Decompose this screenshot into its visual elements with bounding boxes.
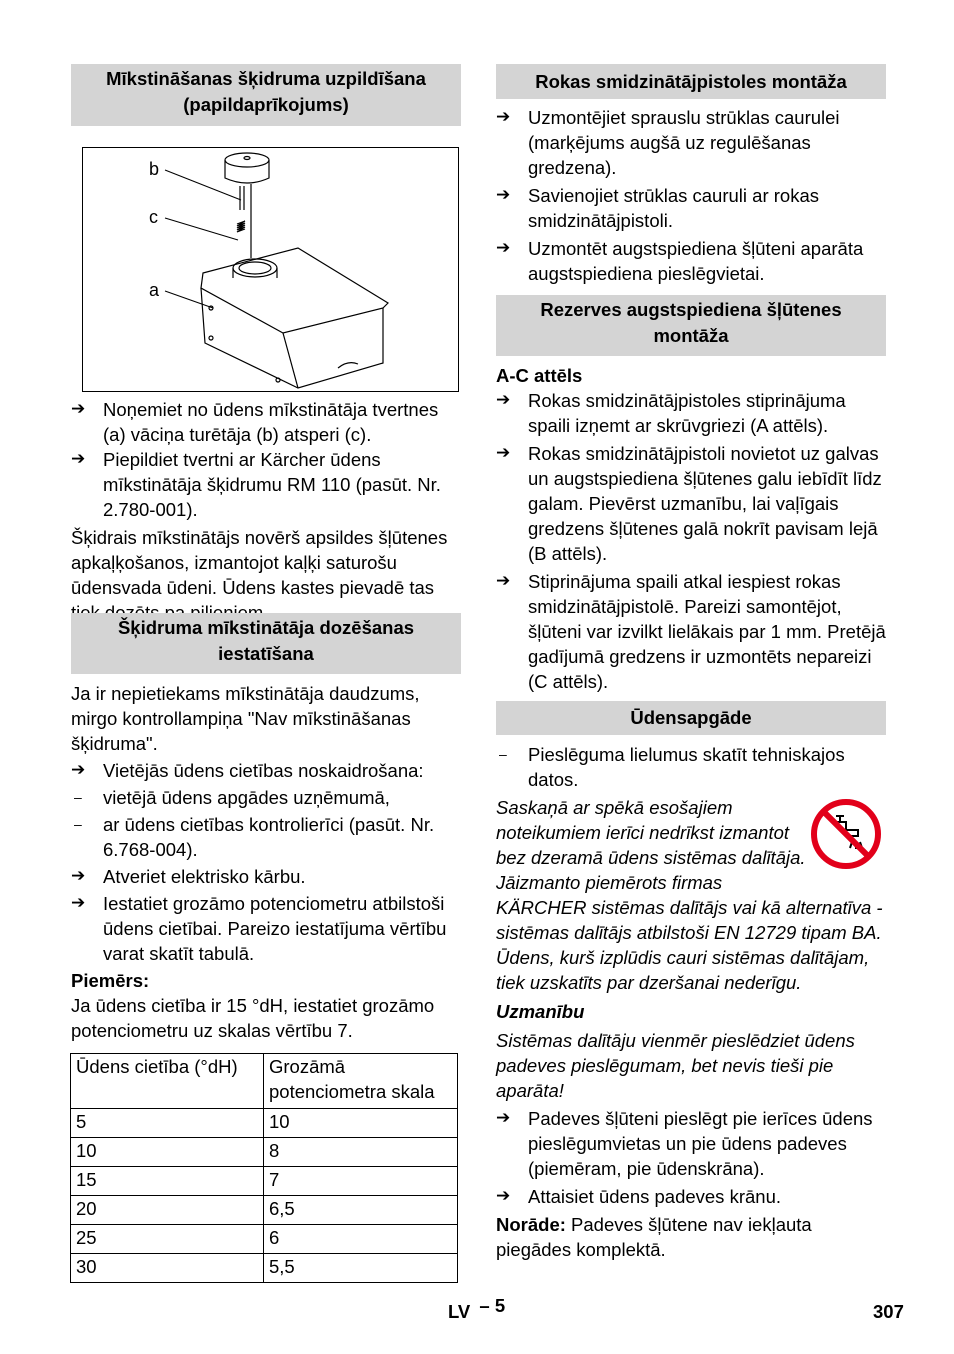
table-cell: 15 [71,1167,264,1196]
example-label: Piemērs: [71,970,150,991]
section-4 [496,295,886,694]
step-connect-lance: ➔ Savienojiet strūklas cauruli ar rokas smidzinātājpistoli. [496,183,886,233]
no-drinking-water-icon [810,798,882,870]
example-text: Ja ūdens cietība ir 15 °dH, iestatiet grozāmo potenciometru uz skalas vērtību 7. [71,995,435,1041]
table-cell: 8 [264,1138,458,1167]
table-cell: 5 [71,1109,264,1138]
table-row [71,1225,458,1254]
local-page: – 5 [479,1295,506,1316]
table-cell: 5,5 [264,1254,458,1283]
softener-paragraph: Šķidrais mīkstinātājs novērš apsildes šļūtenes apkaļķošanos, izmantojot kaļķi saturošu ūdensvada ūdeni. Ūdens kastes pievadē tas [71,527,448,598]
table-row [71,1167,458,1196]
table-header: Grozāmā potenciometra skala [264,1054,458,1109]
figure-tank [82,147,459,392]
section-heading: Mīkstināšanas šķidruma uzpildīšana (papildaprīkojums) [71,64,461,126]
note-paragraph [496,1212,886,1262]
step-press-clip: ➔ Stiprinājuma spaili atkal iespiest rokas smidzinātājpistolē. Pareizi samontējot, šļūteni var izvilkt lielākais par 1 mm. Pretējā gadījumā gredzens ir uzmontēts nepareizi (C attēls). [496,569,886,694]
figure-reference: A-C attēls [496,365,583,386]
note-text: Padeves šļūtene nav iekļauta piegādes komplektā. [496,1214,812,1260]
label-b: b [149,159,160,179]
table-header: Ūdens cietība (°dH) [71,1054,264,1109]
table-cell: 10 [71,1138,264,1167]
backflow-warning-text: Saskaņā ar spēkā esošajiem noteikumiem ierīci nedrīkst izmantot bez dzeramā ūdens sistēmas dalītāja. Jāizmanto piemērots firmas KÄRCHER sistēmas dalītājs vai kā alternatīva - sistēmas dalītājs atbilstoši EN 12729 tipam BA. Ūdens, kurš izplūdis cauri sistēmas dalītājam, tiek uzskatīts par dzeršanai nederīgu. [496,797,883,993]
warning-block [496,795,886,995]
step-remove-spring: ➔ Noņemiet no ūdens mīkstinātāja tvertnes (a) vāciņa turētāja (b) atsperi (c). [71,397,461,447]
footer-lang [448,1295,506,1324]
label-a: a [149,280,160,300]
table-cell: 6 [264,1225,458,1254]
table-cell: 10 [264,1109,458,1138]
table-row [71,1138,458,1167]
table-cell: 20 [71,1196,264,1225]
label-c: c [149,207,158,227]
right-column [496,64,886,286]
language-code: LV [448,1301,471,1322]
section-heading: Rokas smidzinātājpistoles montāža [496,64,886,99]
section-heading: Rezerves augstspiediena šļūtenes montāža [496,295,886,356]
step-open-box: ➔ Atveriet elektrisko kārbu. [71,864,461,889]
indicator-paragraph: Ja ir nepietiekams mīkstinātāja daudzums, mirgo kontrollampiņa "Nav mīkstināšanas šķidruma". [71,683,420,754]
dash-item: – Pieslēguma lielumus skatīt tehniskajos datos. [496,742,886,792]
table-cell: 30 [71,1254,264,1283]
step-mount-hose: ➔ Uzmontēt augstspiediena šļūteni aparāta augstspiediena pieslēgvietai. [496,236,886,286]
caution-text: Sistēmas dalītāju vienmēr pieslēdziet ūdens padeves pieslēgumam, bet nevis tieši pie aparāta! [496,1030,855,1101]
table-row [71,1196,458,1225]
note-label: Norāde: [496,1214,566,1235]
step-fill-tank: ➔ Piepildiet tvertni ar Kärcher ūdens mīkstinātāja šķidrumu RM 110 (pasūt. Nr. 2.780-001). [71,447,461,522]
dash-item: – ar ūdens cietības kontrolierīci (pasūt. Nr. 6.768-004). [71,812,461,862]
table-cell: 7 [264,1167,458,1196]
table-cell: 25 [71,1225,264,1254]
step-nozzle: ➔ Uzmontējiet sprauslu strūklas caurulei (marķējums augšā uz regulēšanas gredzena). [496,105,886,180]
section-5 [496,701,886,1262]
section-2 [71,613,461,1043]
table-row [71,1254,458,1283]
tank-illustration [83,148,458,391]
left-text-block [71,397,461,625]
page-number: 307 [873,1301,904,1322]
dash-item: – vietējā ūdens apgādes uzņēmumā, [71,785,461,810]
step-insert-hose: ➔ Rokas smidzinātājpistoli novietot uz galvas un augstspiediena šļūtenes galu iebīdīt līdz galam. Pievērst uzmanību, lai vaļīgais gredzens šļūtenes galā nokrīt pavisam lejā (B attēls). [496,441,886,566]
hardness-table [70,1053,458,1283]
step-hardness: ➔ Vietējās ūdens cietības noskaidrošana: [71,758,461,783]
step-connect-supply: ➔ Padeves šļūteni pieslēgt pie ierīces ūdens pieslēgumvietas un pie ūdens padeves (piemēram, pie ūdenskrāna). [496,1106,886,1181]
section-heading: Ūdensapgāde [496,701,886,735]
left-column [71,64,461,126]
step-set-potentiometer: ➔ Iestatiet grozāmo potenciometru atbilstoši ūdens cietībai. Pareizo iestatījuma vērtību varat skatīt tabulā. [71,891,461,966]
table-row [71,1109,458,1138]
step-remove-clip: ➔ Rokas smidzinātājpistoles stiprinājuma spaili izņemt ar skrūvgriezi (A attēls). [496,388,886,438]
caution-label: Uzmanību [496,1001,585,1022]
section-heading: Šķidruma mīkstinātāja dozēšanas iestatīšana [71,613,461,674]
table-cell: 6,5 [264,1196,458,1225]
step-open-tap: ➔ Attaisiet ūdens padeves krānu. [496,1184,886,1209]
